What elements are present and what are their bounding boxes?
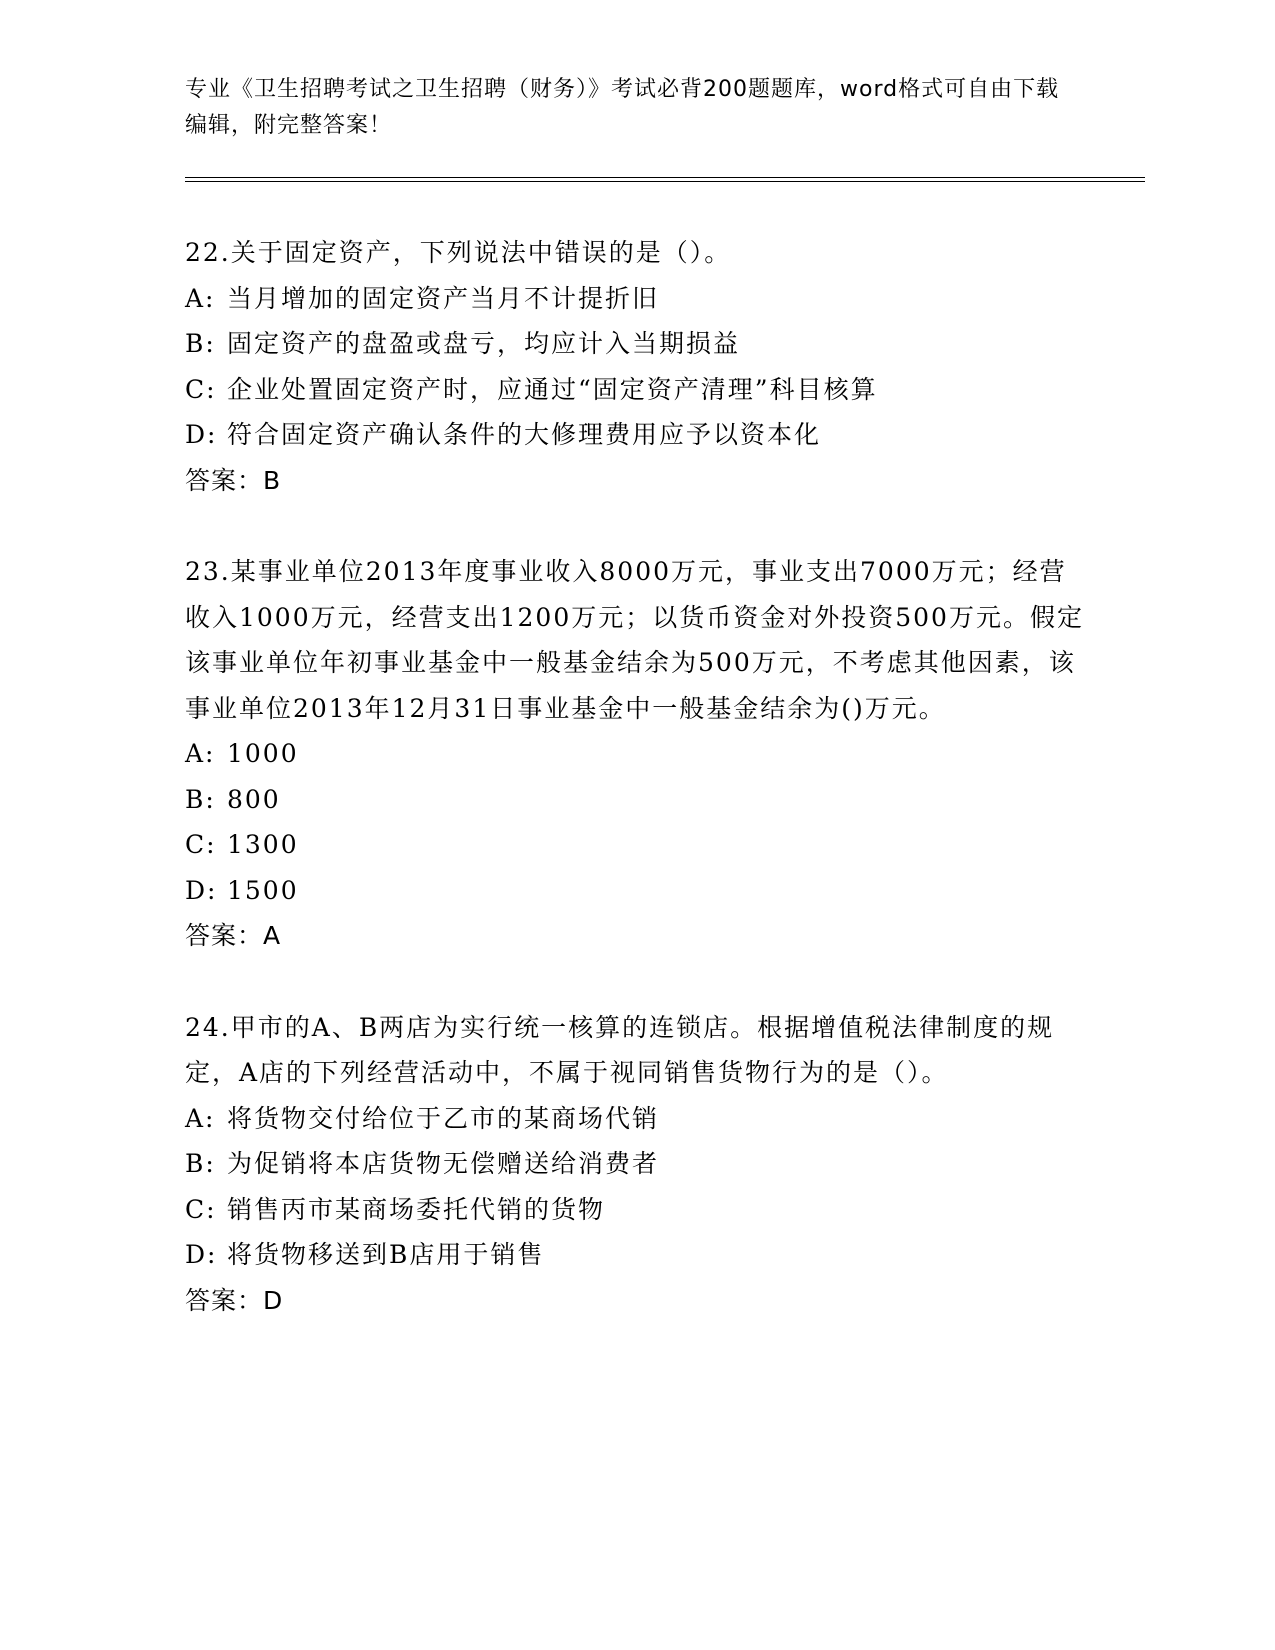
option-letter: B: — [185, 1149, 216, 1178]
header-divider-top — [185, 177, 1145, 178]
option-letter: D: — [185, 420, 218, 449]
option-b — [185, 321, 1085, 367]
question-stem: 23.某事业单位2013年度事业收入8000万元，事业支出7000万元；经营收入1000万元，经营支出1200万元；以货币资金对外投资500万元。假定该事业单位年初事业基金中一般基金结余为500万元，不考虑其他因素，该事业单位2013年12月31日事业基金中一般基金结余为()万元。 — [185, 557, 1084, 723]
option-text: 将货物移送到B店用于销售 — [227, 1240, 545, 1269]
option-letter: C: — [185, 374, 217, 404]
option-c — [185, 1187, 1085, 1233]
option-text: 符合固定资产确认条件的大修理费用应予以资本化 — [227, 420, 822, 449]
option-text: 当月增加的固定资产当月不计提折旧 — [227, 283, 660, 313]
option-text: 将货物交付给位于乙市的某商场代销 — [227, 1103, 660, 1133]
option-letter: A: — [185, 739, 216, 768]
question-24 — [185, 1005, 1085, 1324]
option-d — [185, 868, 1085, 914]
option-letter: D: — [185, 875, 218, 905]
option-b — [185, 1141, 1085, 1187]
answer-label: 答案：B — [185, 465, 282, 495]
option-letter: A: — [185, 1103, 216, 1133]
option-d — [185, 412, 1085, 458]
answer-label: 答案：A — [185, 921, 282, 950]
question-stem: 22.关于固定资产，下列说法中错误的是（）。 — [185, 238, 732, 267]
option-text: 1500 — [227, 875, 299, 905]
option-c — [185, 822, 1085, 868]
option-text: 固定资产的盘盈或盘亏，均应计入当期损益 — [227, 329, 741, 358]
option-a — [185, 731, 1085, 777]
option-text: 销售丙市某商场委托代销的货物 — [227, 1194, 606, 1224]
question-22 — [185, 230, 1085, 503]
option-text: 为促销将本店货物无偿赠送给消费者 — [227, 1149, 660, 1178]
option-text: 企业处置固定资产时，应通过“固定资产清理”科目核算 — [227, 374, 878, 404]
option-letter: A: — [185, 283, 216, 313]
answer-label: 答案：D — [185, 1285, 284, 1315]
question-list — [185, 230, 1085, 1369]
option-d — [185, 1232, 1085, 1278]
option-c — [185, 367, 1085, 413]
option-text: 1000 — [227, 739, 299, 768]
option-letter: C: — [185, 830, 217, 859]
option-letter: C: — [185, 1194, 217, 1224]
question-stem: 24.甲市的A、B两店为实行统一核算的连锁店。根据增值税法律制度的规定，A店的下列经营活动中，不属于视同销售货物行为的是（）。 — [185, 1012, 1055, 1087]
header-divider-bottom — [185, 181, 1145, 182]
option-a — [185, 276, 1085, 322]
option-letter: B: — [185, 784, 216, 814]
option-letter: B: — [185, 329, 216, 358]
option-a — [185, 1096, 1085, 1142]
option-letter: D: — [185, 1240, 218, 1269]
option-text: 800 — [227, 784, 281, 814]
document-header: 专业《卫生招聘考试之卫生招聘（财务）》考试必背200题题库，word格式可自由下载编辑，附完整答案！ — [185, 77, 1060, 138]
option-text: 1300 — [227, 830, 299, 859]
question-23 — [185, 549, 1085, 959]
option-b — [185, 777, 1085, 823]
